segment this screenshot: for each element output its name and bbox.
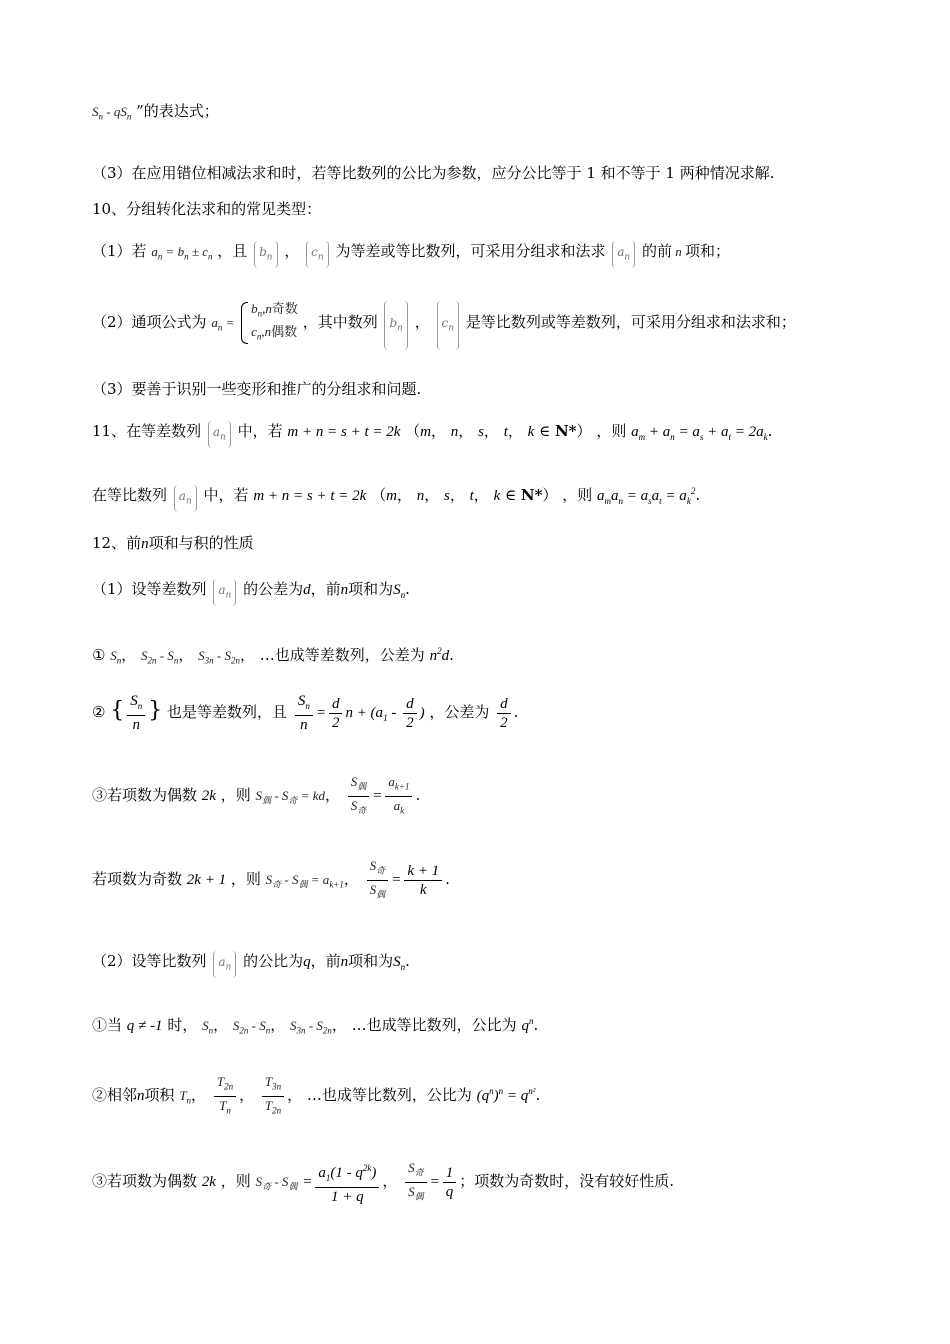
text-line-5: （2）通项公式为 $a_n = b_n,n$奇数 $c_n,n$偶数 ，其中数列 $b_n$ ， $c_n$ 是等比数列或等差数列，可采用分组求和法求和；: [92, 300, 880, 344]
text-line-16: ①当 q ≠ -1 时， $S_n$， $S_{2n} - S_n$， $S_{3n} - S_{2n}$， …也成等比数列，公比为 $q^n$.: [92, 1016, 539, 1036]
text-line-12: ② { $\frac{S_n}{n}$ } 也是等差数列，且 $\frac{S_n}{n}$ = $\frac{d}{2}$ $n + (a_1$ - $\frac{d}{2}$ ) ，公差为 $\frac{d}{2}$ .: [92, 693, 519, 733]
text-line-14: 若项数为奇数 2k + 1 ，则 $S_奇 - S_偶 = a_{k+1}$， $\frac{S_奇}{S_偶}$ = $\frac{k + 1}{k}$ .: [92, 857, 450, 900]
text-line-8: 在等比数列 $a_n$ 中，若 m + n = s + t = 2k （m， n， s， t， k ∈ N*） ，则 $a_ma_n = a_sa_t = a_k^2$.: [92, 480, 880, 512]
text-line-18: ③若项数为偶数 2k ，则 $S_奇 - S_偶$ = $\frac{a_1(1 - q^{2k})}{1 + q}$ ， $\frac{S_奇}{S_偶}$ = $\frac{1}{q}$ ；项数为奇数时，没有较好性质.: [92, 1159, 675, 1205]
text-line-9: 12、前n项和与积的性质: [92, 534, 254, 552]
text-line-4: （1）若 $a_n = b_n \pm c_n$ ，且 $b_n$ ， $c_n$ 为等差或等比数列，可采用分组求和法求 $a_n$ 的前 n 项和；: [92, 240, 880, 268]
text-line-3: 10、分组转化法求和的常见类型：: [92, 200, 322, 218]
text-line-13: ③若项数为偶数 2k ，则 $S_偶 - S_奇$ = kd， $\frac{S_偶}{S_奇}$ = $\frac{a_{k+1}}{a_k}$ .: [92, 773, 421, 816]
text-line-6: （3）要善于识别一些变形和推广的分组求和问题.: [92, 380, 422, 398]
text-line-1: $S_n - qS_n$ ”的表达式；: [92, 102, 219, 122]
text-line-2: （3）在应用错位相减法求和时，若等比数列的公比为参数，应分公比等于 1 和不等于 1 两种情况求解.: [92, 164, 775, 182]
text-line-7: 11、在等差数列 $a_n$ 中，若 m + n = s + t = 2k （m， n， s， t， k ∈ N*） ，则 $a_m + a_n = a_s + a_t = 2a_k$.: [92, 420, 880, 448]
text-line-15: （2）设等比数列 $a_n$ 的公比为q，前n项和为$S_n$.: [92, 950, 880, 978]
text-line-10: （1）设等差数列 $a_n$ 的公差为d，前n项和为$S_n$.: [92, 578, 880, 606]
text-line-11: ① $S_n$， $S_{2n} - S_n$， $S_{3n} - S_{2n}$， …也成等差数列，公差为 $n^2d$.: [92, 646, 454, 666]
text-line-17: ②相邻n项积 $T_n$， $\frac{T_{2n}}{T_n}$ ， $\frac{T_{3n}}{T_{2n}}$ ， …也成等比数列，公比为 $(q^n)^n = q^{n^2}$.: [92, 1073, 541, 1116]
